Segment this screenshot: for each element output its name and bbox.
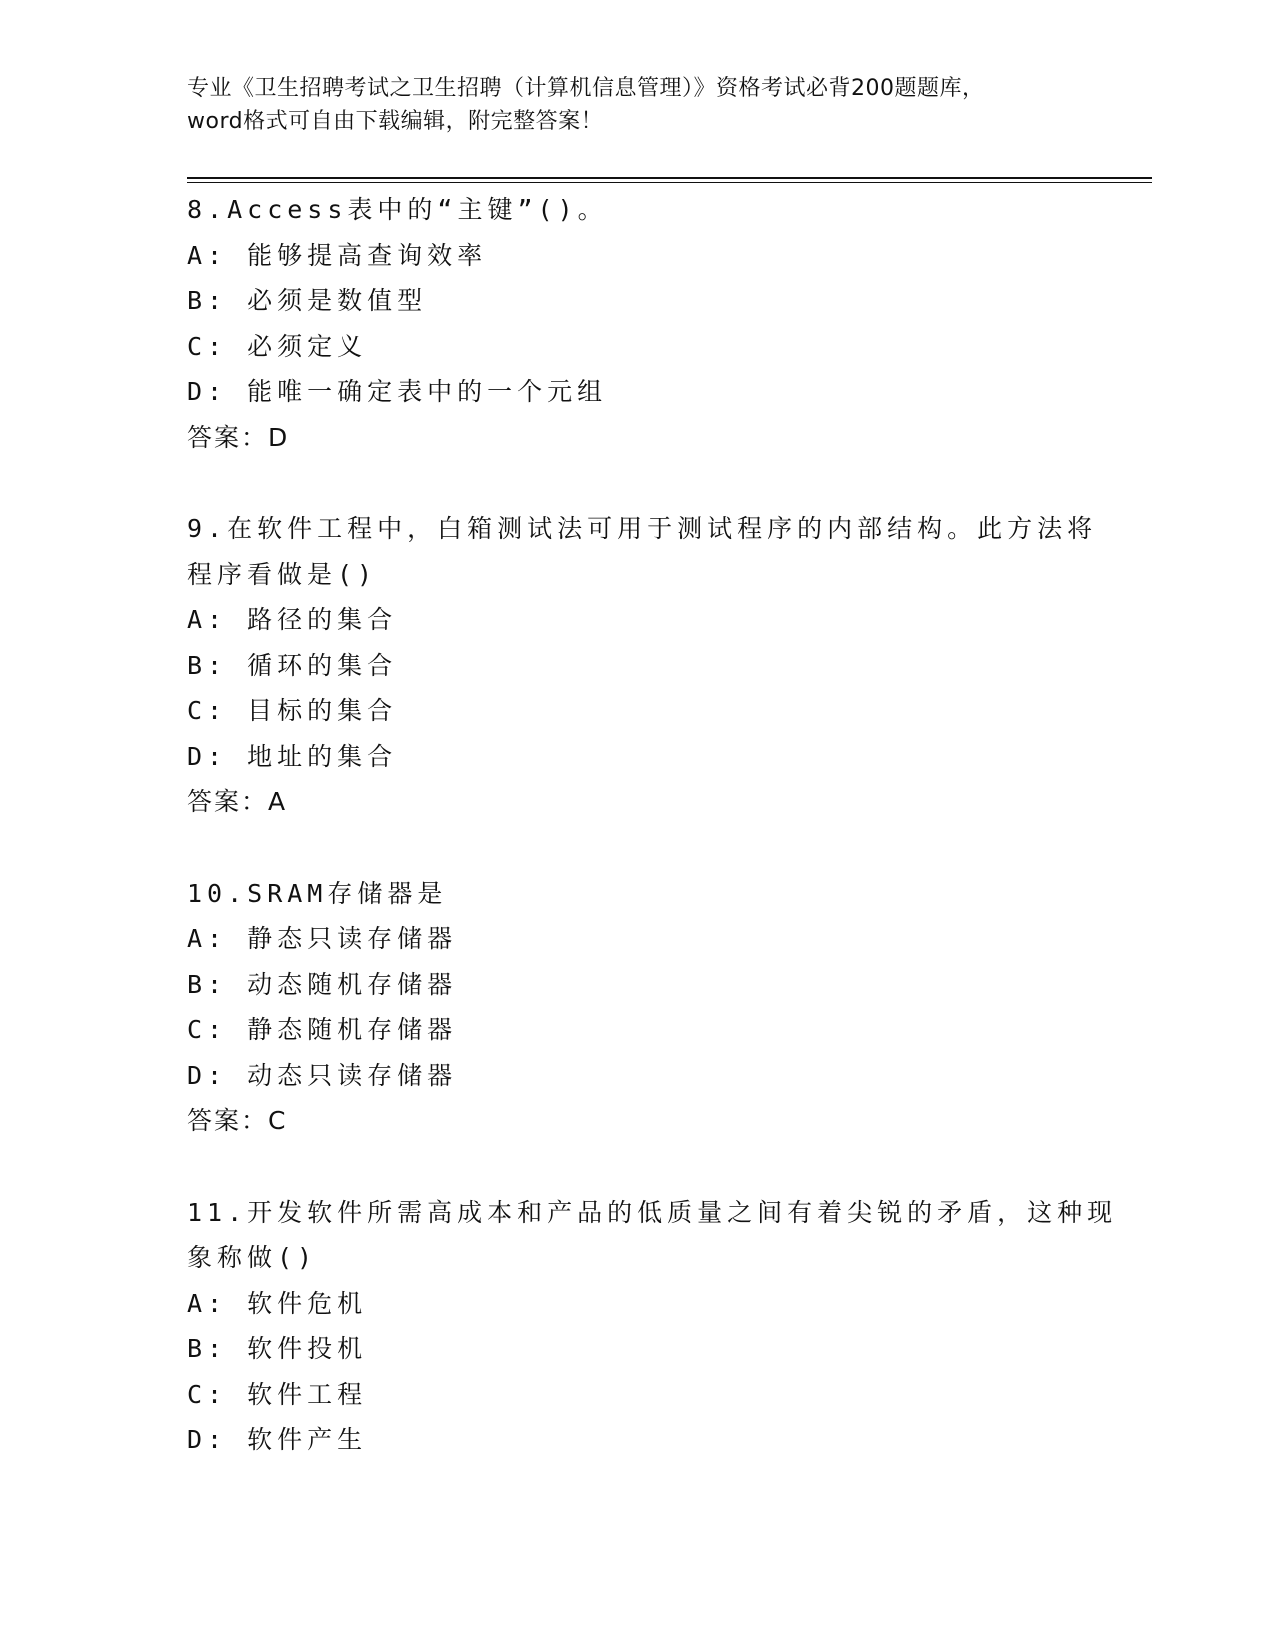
- header-line-2: word格式可自由下载编辑，附完整答案！: [187, 109, 604, 134]
- option-b: B: 动态随机存储器: [187, 969, 458, 999]
- header-divider-thick: [187, 177, 1152, 179]
- question-spacer: [187, 460, 1087, 506]
- question-spacer: [187, 1144, 1087, 1190]
- question-list: [187, 187, 1118, 1463]
- answer-label: 答案：: [187, 1106, 269, 1135]
- option-d: D: 能唯一确定表中的一个元组: [187, 377, 608, 406]
- option-c: C: 目标的集合: [187, 696, 398, 725]
- question-text-line-2: 象称做(): [187, 1243, 318, 1272]
- question-text-line-1: 9.在软件工程中，白箱测试法可用于测试程序的内部结构。此方法将: [187, 514, 1098, 543]
- option-b: B: 软件投机: [187, 1334, 368, 1363]
- answer-line: [187, 779, 1087, 825]
- answer-value: D: [268, 422, 290, 452]
- answer-value: A: [268, 787, 288, 816]
- question-spacer: [187, 825, 1087, 871]
- option-a: A: 静态只读存储器: [187, 924, 458, 953]
- document-header: [187, 72, 1087, 138]
- option-a: A: 能够提高查询效率: [187, 240, 488, 270]
- question-9: [187, 506, 1098, 825]
- question-text: 8.Access表中的“主键”()。: [187, 195, 608, 224]
- answer-line: [187, 1098, 1087, 1144]
- question-text: 10.SRAM存储器是: [187, 878, 448, 908]
- answer-label: 答案：: [187, 422, 269, 452]
- option-d: D: 地址的集合: [187, 741, 398, 771]
- option-a: A: 软件危机: [187, 1288, 368, 1318]
- header-line-1: 专业《卫生招聘考试之卫生招聘（计算机信息管理）》资格考试必背200题题库，: [187, 76, 985, 101]
- option-b: B: 循环的集合: [187, 650, 398, 680]
- option-c: C: 必须定义: [187, 331, 368, 361]
- question-text-line-2: 程序看做是(): [187, 559, 378, 589]
- option-a: A: 路径的集合: [187, 605, 398, 634]
- answer-label: 答案：: [187, 787, 269, 816]
- question-10: [187, 871, 1087, 1144]
- question-11: [187, 1190, 1118, 1463]
- option-b: B: 必须是数值型: [187, 286, 428, 315]
- question-8: [187, 187, 1087, 460]
- answer-line: [187, 415, 1087, 461]
- option-c: C: 静态随机存储器: [187, 1015, 458, 1044]
- option-d: D: 动态只读存储器: [187, 1060, 458, 1090]
- question-text-line-1: 11.开发软件所需高成本和产品的低质量之间有着尖锐的矛盾，这种现: [187, 1197, 1118, 1227]
- option-d: D: 软件产生: [187, 1425, 368, 1454]
- answer-value: C: [268, 1106, 288, 1135]
- option-c: C: 软件工程: [187, 1379, 368, 1409]
- header-divider-thin: [187, 182, 1152, 183]
